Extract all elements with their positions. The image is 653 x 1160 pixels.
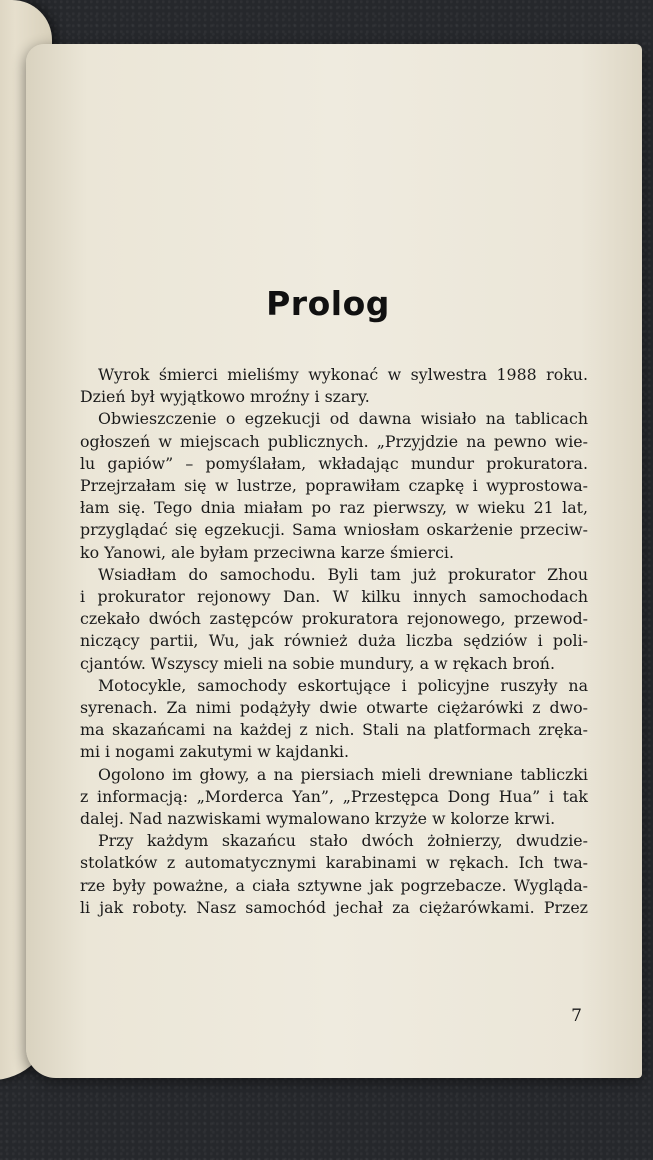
text-line: lu gapiów” – pomyślałam, wkładając mundur prokuratora. bbox=[80, 453, 588, 473]
text-line: cjantów. Wszyscy mieli na sobie mundury, a w rękach broń. bbox=[80, 653, 555, 673]
text-line: Motocykle, samochody eskortujące i policyjne ruszyły na bbox=[98, 675, 588, 695]
text-line: mi i nogami zakutymi w kajdanki. bbox=[80, 742, 349, 762]
text-line: ogłoszeń w miejscach publicznych. „Przyjdzie na pewno wie- bbox=[80, 431, 588, 451]
text-line: ko Yanowi, ale byłam przeciwna karze śmierci. bbox=[80, 542, 455, 562]
text-line: rze były poważne, a ciała sztywne jak pogrzebacze. Wyglądа- bbox=[80, 875, 588, 895]
text-line: Przejrzałam się w lustrze, poprawiłam czapkę i wyprostowa- bbox=[80, 476, 588, 496]
text-line: ma skazańcami na każdej z nich. Stali na platformach zręka- bbox=[80, 720, 588, 740]
text-line: syrenach. Za nimi podążyły dwie otwarte ciężarówki z dwo- bbox=[80, 698, 588, 718]
text-line: Wyrok śmierci mieliśmy wykonać w sylwestra 1988 roku. bbox=[98, 365, 588, 384]
text-line: czekało dwóch zastępców prokuratora rejonowego, przewod- bbox=[80, 609, 588, 629]
text-line: Obwieszczenie o egzekucji od dawna wisiało na tablicach bbox=[98, 409, 588, 429]
text-line: stolatków z automatycznymi karabinami w rękach. Ich twa- bbox=[80, 853, 588, 873]
text-line: przyglądać się egzekucji. Sama wniosłam oskarżenie przeciw- bbox=[80, 520, 588, 540]
text-line: niczący partii, Wu, jak również duża liczba sędziów i poli- bbox=[80, 631, 588, 651]
text-line: Przy każdym skazańcu stało dwóch żołnierzy, dwudzie- bbox=[98, 831, 588, 851]
text-line: li jak roboty. Nasz samochód jechał za ciężarówkami. Przez bbox=[80, 897, 588, 917]
text-line: dalej. Nad nazwiskami wymalowano krzyże w kolorze krwi. bbox=[80, 809, 556, 829]
page-number: 7 bbox=[571, 1006, 582, 1026]
text-line: łam się. Tego dnia miałam po raz pierwszy, w wieku 21 lat, bbox=[80, 498, 588, 518]
text-line: Wsiadłam do samochodu. Byli tam już prokurator Zhou bbox=[98, 564, 588, 584]
body-text bbox=[80, 364, 588, 919]
text-line: z informacją: „Morderca Yan”, „Przestępca Dong Hua” i tak bbox=[80, 786, 588, 806]
text-line: i prokurator rejonowy Dan. W kilku innych samochodach bbox=[80, 587, 588, 607]
text-line: Dzień był wyjątkowo mroźny i szary. bbox=[80, 387, 370, 407]
text-line: Ogolono im głowy, a na piersiach mieli drewniane tabliczki bbox=[98, 764, 588, 784]
chapter-title: Prolog bbox=[266, 284, 390, 323]
book-page bbox=[26, 44, 642, 1078]
